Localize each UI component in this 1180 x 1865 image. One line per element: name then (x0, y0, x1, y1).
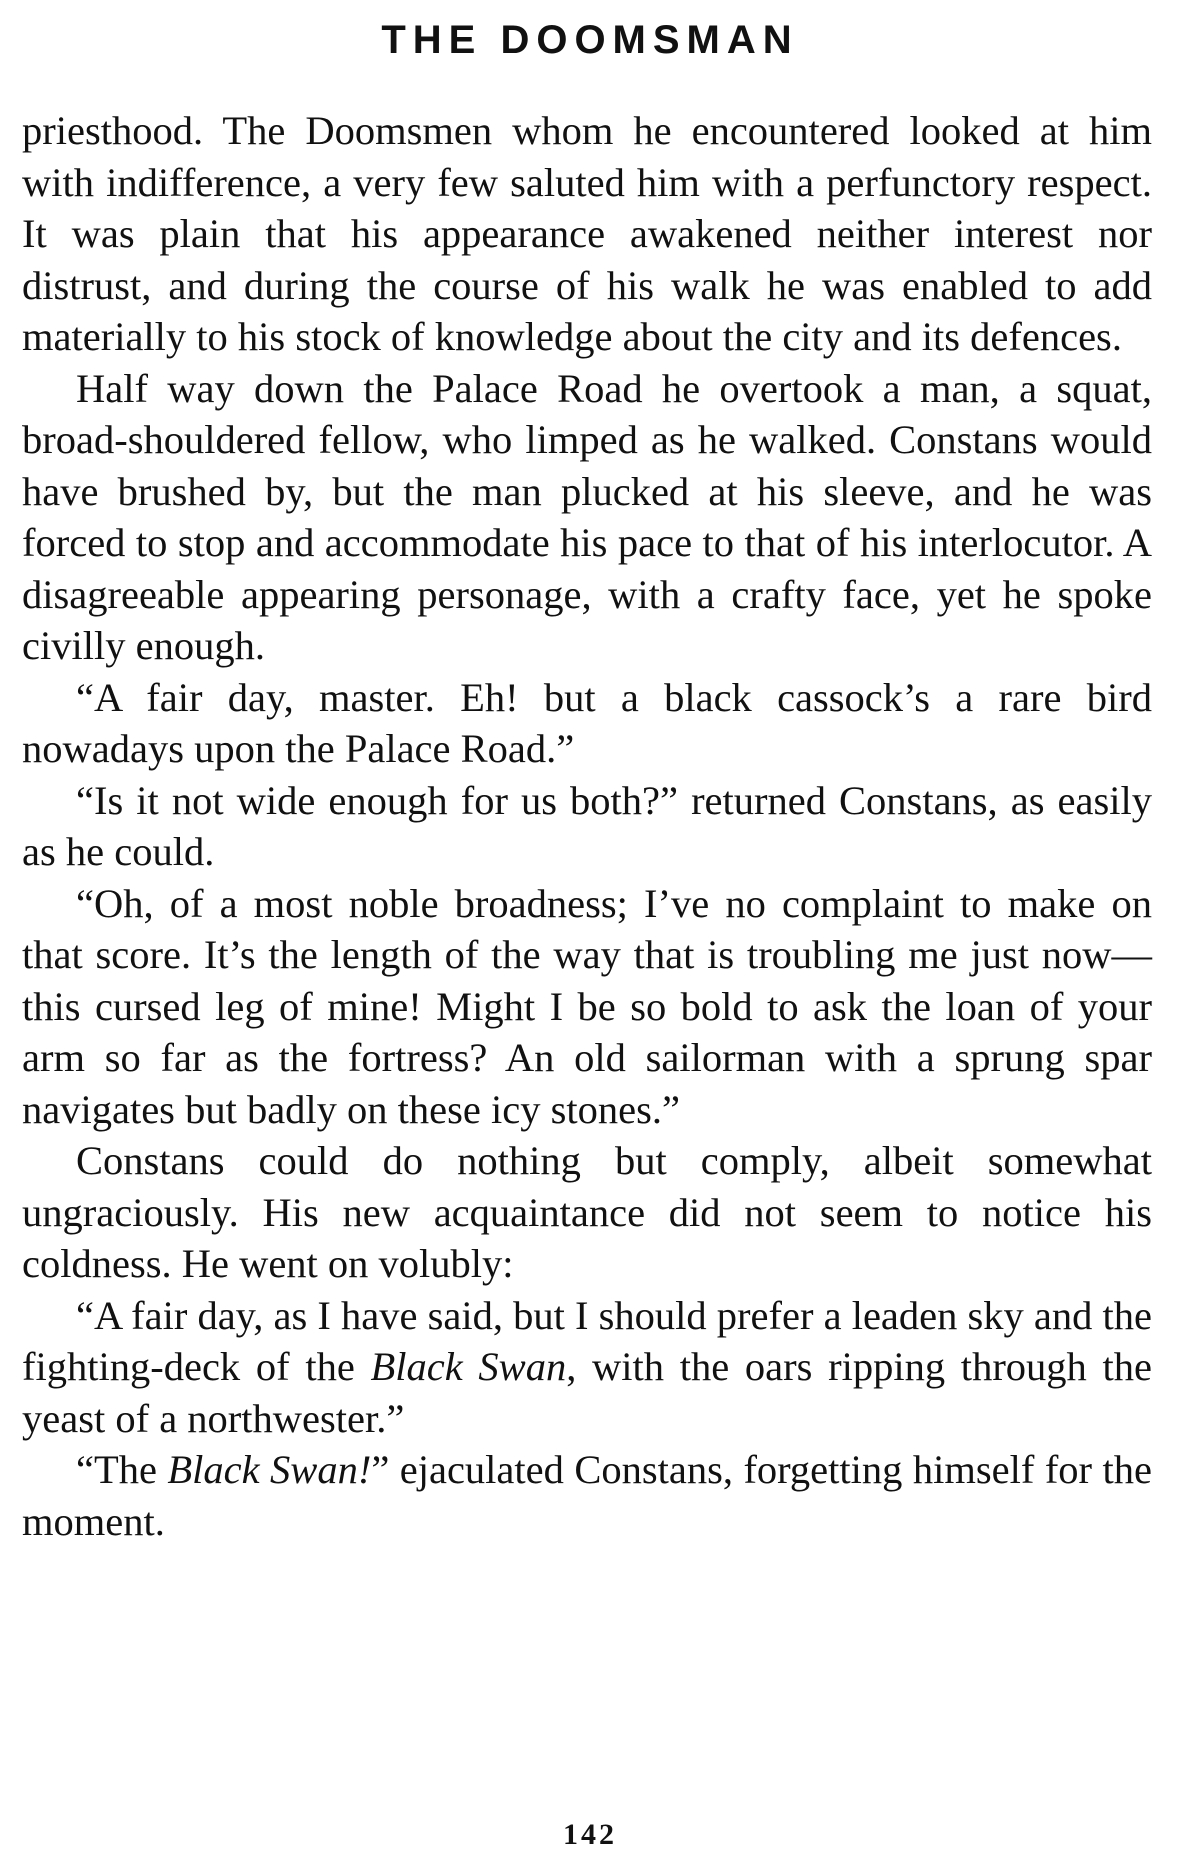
paragraph-3-text: “A fair day, master. Eh! but a black cassock’s a rare bird nowadays upon the Palace Road.” (22, 674, 1152, 771)
running-head-title: THE DOOMSMAN (381, 18, 799, 62)
paragraph-5 (22, 878, 1152, 1136)
paragraph-8-text-a: “The (76, 1447, 168, 1492)
paragraph-3 (22, 672, 1152, 775)
paragraph-2-text: Half way down the Palace Road he overtook a man, a squat, broad-shouldered fellow, who limped as he walked. Constans would have brushed by, but the man plucked at his sleeve, and he was forced to stop and accommodate his pace to that of his interlocutor. A disagreeable appearing personage, with a crafty face, yet he spoke civilly enough. (22, 365, 1152, 668)
page-body-text (22, 105, 1152, 1547)
paragraph-8-text-b: ” ejaculated Constans, forgetting himself for the moment. (22, 1447, 1152, 1544)
paragraph-8 (22, 1444, 1152, 1547)
paragraph-1 (22, 105, 1152, 363)
ship-name-italic: Black Swan! (167, 1447, 372, 1492)
page-number: 142 (563, 1818, 617, 1851)
paragraph-1-text: priesthood. The Doomsmen whom he encountered looked at him with indifference, a very few saluted him with a perfunctory respect. It was plain that his appearance awakened neither interest nor distrust, and during the course of his walk he was enabled to add materially to his stock of knowledge about the city and its defences. (22, 108, 1152, 359)
paragraph-7 (22, 1290, 1152, 1445)
paragraph-6-text: Constans could do nothing but comply, albeit somewhat ungraciously. His new acquaintance did not seem to notice his coldness. He went on volubly: (22, 1138, 1152, 1286)
paragraph-7-text-b: , with the oars ripping through the yeast of a northwester.” (22, 1344, 1152, 1441)
paragraph-4-text: “Is it not wide enough for us both?” returned Constans, as easily as he could. (22, 777, 1152, 874)
paragraph-2 (22, 363, 1152, 672)
paragraph-5-text: “Oh, of a most noble broadness; I’ve no complaint to make on that score. It’s the length of the way that is troubling me just now—this cursed leg of mine! Might I be so bold to ask the loan of your arm so far as the fortress? An old sailorman with a sprung spar navigates but badly on these icy stones.” (22, 880, 1152, 1132)
ship-name-italic: Black Swan (370, 1344, 567, 1389)
paragraph-6 (22, 1135, 1152, 1290)
paragraph-7-text-a: “A fair day, as I have said, but I should prefer a leaden sky and the fighting-deck of the (22, 1292, 1152, 1389)
paragraph-4 (22, 775, 1152, 878)
